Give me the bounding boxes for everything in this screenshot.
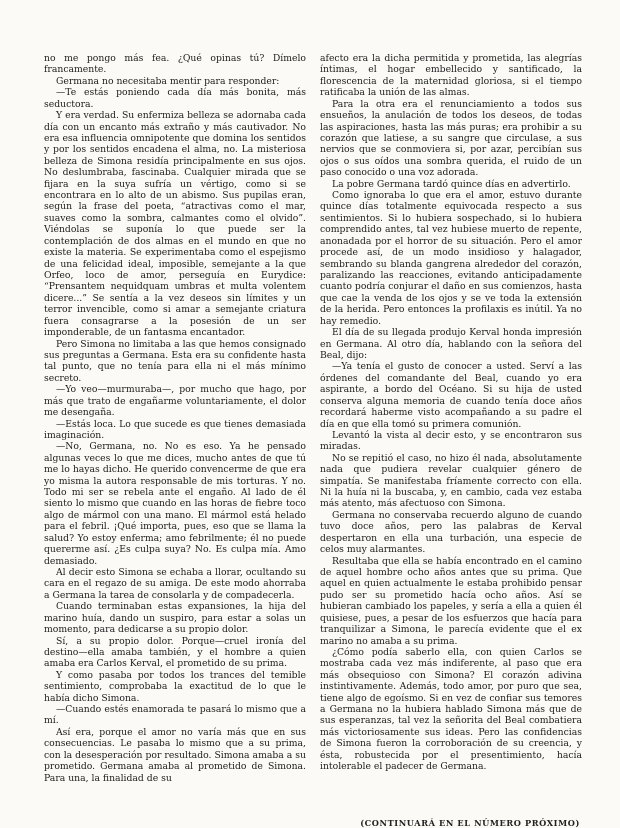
paragraph: —Te estás poniendo cada día más bonita, más seductora. [44,87,306,110]
magazine-page [44,53,582,828]
paragraph: —No, Germana, no. No es eso. Ya he pensado algunas veces lo que me dices, mucho antes de que tú me lo hayas dicho. He querido convencerme de que era yo misma la autora responsable de mis torturas. Y no. Todo mi ser se rebela ante el engaño. Al lado de él siento lo mismo que cuando en las horas de fiebre toco algo de mármol con una mano. El mármol está helado para el febril. ¡Qué importa, pues, eso que se llama la salud? Yo estoy enferma; amo febrilmente; él no puede quererme así. ¿Es culpa suya? No. Es culpa mía. Amo demasiado. [44,441,306,567]
paragraph: Así era, porque el amor no varía más que en sus consecuencias. Le pasaba lo mismo que a su prima, con la desesperación por resultado. Simona amaba a su prometido. Germana amaba al prometido de Simona. Para una, la finalidad de su [44,726,306,784]
paragraph: No se repitió el caso, no hizo él nada, absolutamente nada que pudiera revelar cualquier género de simpatía. Se manifestaba fríamente correcto con ella. Ni la huía ni la buscaba, y, en cambio, cada vez estaba más atento, más afectuoso con Simona. [320,452,582,510]
paragraph: Como ignoraba lo que era el amor, estuvo durante quince días totalmente equivocada respecto a sus sentimientos. Si lo hubiera sospechado, si lo hubiera comprendido antes, tal vez hubiese muerto de repente, anonadada por el horror de su situación. Pero el amor procede así, de un modo insidioso y halagador, sembrando su blanda gangrena alrededor del corazón, paralizando las reacciones, evitando anticipadamente cuanto podría conjurar el daño en sus comienzos, hasta que cae la venda de los ojos y se ve toda la extensión de la herida. Pero entonces la profilaxis es inútil. Ya no hay remedio. [320,190,582,327]
left-text-column [44,53,306,815]
paragraph: —Ya tenía el gusto de conocer a usted. Serví a las órdenes del comandante del Beal, cuando yo era aspirante, a bordo del Océano. Si su hija de usted conserva alguna memoria de cuando tenía doce años recordará haberme visto acompañando a su padre el día en que ella tomó su primera comunión. [320,361,582,430]
paragraph: afecto era la dicha permitida y prometida, las alegrías íntimas, el hogar embellecido y santificado, la florescencia de la maternidad gloriosa, si el tiempo ratificaba la unión de las almas. [320,53,582,99]
paragraph: Al decir esto Simona se echaba a llorar, ocultando su cara en el regazo de su amiga. De este modo ahorraba a Germana la tarea de consolarla y de compadecerla. [44,566,306,601]
paragraph: Levantó la vista al decir esto, y se encontraron sus miradas. [320,429,582,453]
paragraph: Germana no necesitaba mentir para responder: [56,75,280,87]
continuation-note: (CONTINUARÁ EN EL NÚMERO PRÓXIMO) [360,818,580,828]
paragraph: Para la otra era el renunciamiento a todos sus ensueños, la anulación de todos los deseos, de todas las aspiraciones, hasta las más puras; era prohibir a su corazón que latiese, a su sangre que circulase, a sus nervios que se conmoviera si, por azar, percibían sus ojos o sus oídos una sombra querida, el ruido de un paso conocido o una voz adorada. [320,98,582,179]
paragraph: —Yo veo—murmuraba—, por mucho que hago, por más que trato de engañarme voluntariamente, el dolor me desengaña. [44,384,306,419]
paragraph: —Cuando estés enamorada te pasará lo mismo que a mí. [44,704,306,727]
paragraph: El día de su llegada produjo Kerval honda impresión en Germana. Al otro día, hablando con la señora del Beal, dijo: [320,327,582,361]
paragraph: ¿Cómo podía saberlo ella, con quien Carlos se mostraba cada vez más indiferente, al paso que era más obsequioso con Simona? El corazón adivina instintivamente. Además, todo amor, por puro que sea, tiene algo de egoísmo. Si en vez de confiar sus temores a Germana no la hubiera hablado Simona más que de sus esperanzas, tal vez la señorita del Beal combatiera más victoriosamente sus ideas. Pero las confidencias de Simona fueron la corroboración de su creencia, y ésta, robustecida por el presentimiento, hacía intolerable el padecer de Germana. [320,646,582,773]
paragraph: no me pongo más fea. ¿Qué opinas tú? Dímelo francamente. [44,53,306,76]
paragraph: Resultaba que ella se había encontrado en el camino de aquel hombre ocho años antes que su prima. Que aquel en quien actualmente le estaba prohibido pensar pudo ser su prometido hacía ocho años. Así se hubieran cambiado los papeles, y sería a ella a quien él quisiese, pues, a pesar de los esfuerzos que hacía para tranquilizar a Simona, le parecía evidente que el ex marino no amaba a su prima. [320,555,582,647]
paragraph: Y era verdad. Su enfermiza belleza se adornaba cada día con un encanto más extraño y más cautivador. No era esa influencia omnipotente que domina los sentidos y por los sentidos encadena el alma, no. La misteriosa belleza de Simona residía principalmente en sus ojos. No deslumbraba, fascinaba. Cualquier mirada que se fijara en la suya sufría un vértigo, como si se encontrara en lo alto de un abismo. Sus pupilas eran, según la frase del poeta, “atractivas como el mar, suaves como la sombra, calmantes como el olvido”. Viéndolas se suponía lo que puede ser la contemplación de dos almas en el mundo en que no existe la materia. Se experimentaba como el espejismo de una felicidad ideal, imposible, semejante a la que Orfeo, loco de amor, perseguía en Eurydice: “Prensantem nequidquam umbras et multa volentem dicere...” Se sentía a la vez deseos sin límites y un terror invencible, como si amar a semejante criatura fuera consagrarse a la posesión de un ser imponderable, de un fantasma encantador. [44,110,306,339]
paragraph: Germana no conservaba recuerdo alguno de cuando tuvo doce años, pero las palabras de Kerval despertaron en ella una turbación, una especie de celos muy alarmantes. [320,509,582,556]
paragraph: Sí, a su propio dolor. Porque—cruel ironía del destino—ella amaba también, y el hombre a quien amaba era Carlos Kerval, el prometido de su prima. [44,635,306,670]
paragraph: Cuando terminaban estas expansiones, la hija del marino huía, dando un suspiro, para estar a solas un momento, para dedicarse a su propio dolor. [44,601,306,636]
paragraph: —Estás loca. Lo que sucede es que tienes demasiada imaginación. [44,418,306,441]
paragraph: Y como pasaba por todos los trances del temible sentimiento, comprobaba la exactitud de lo que le había dicho Simona. [44,669,306,704]
paragraph: Pero Simona no limitaba a las que hemos consignado sus preguntas a Germana. Esta era su confidente hasta tal punto, que no tenía para ella ni el más mínimo secreto. [44,338,306,384]
paragraph: La pobre Germana tardó quince días en advertirlo. [332,178,571,190]
right-text-column [320,53,582,815]
